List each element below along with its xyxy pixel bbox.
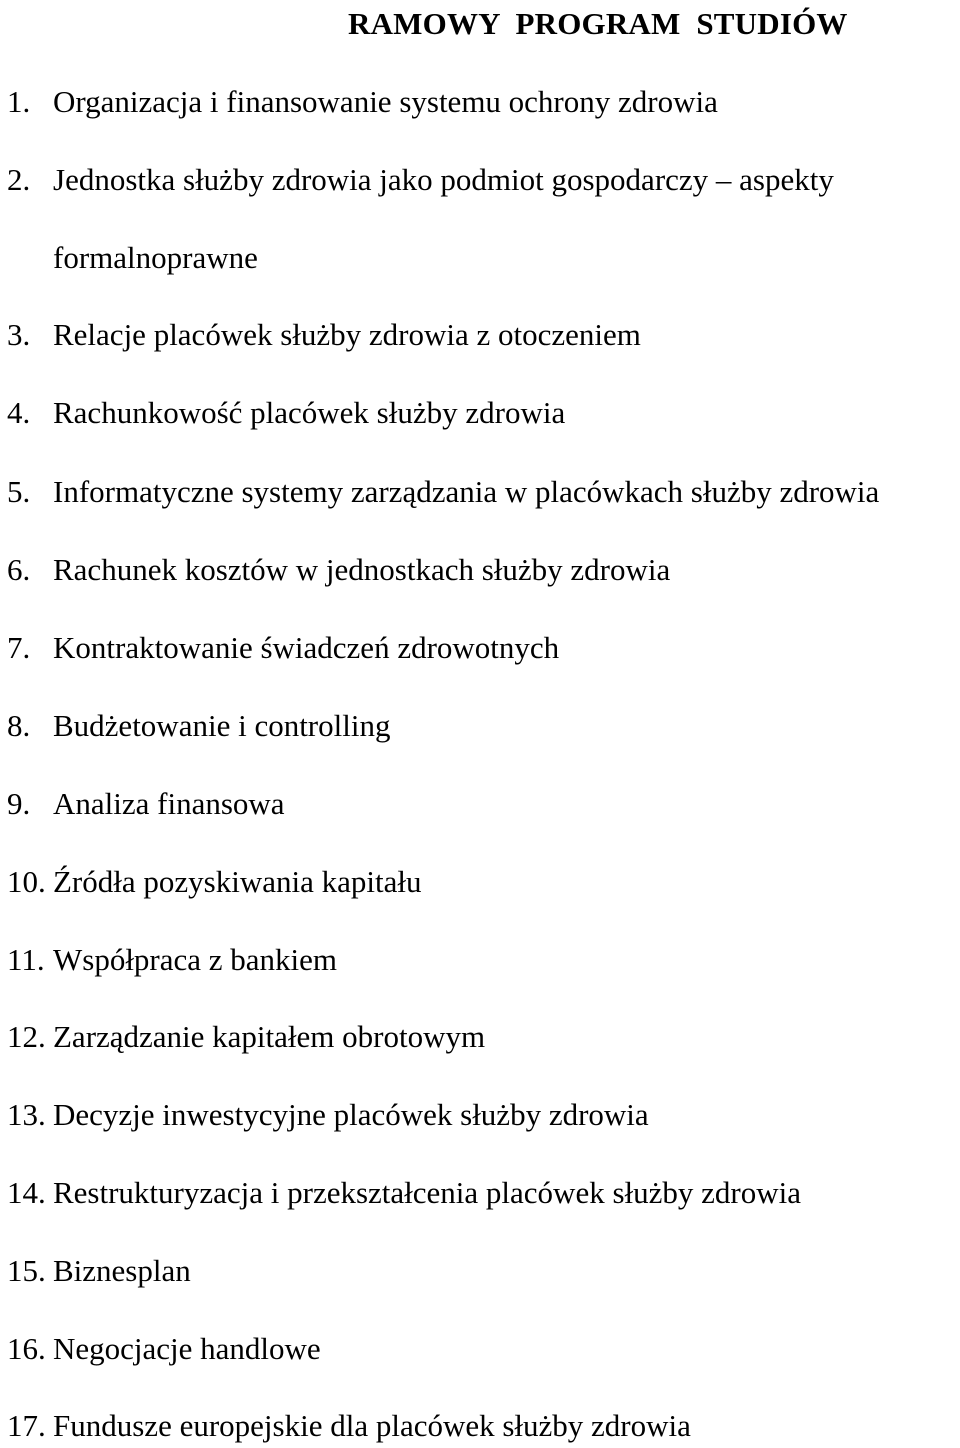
item-number: 7. (7, 630, 31, 665)
item-text: Organizacja i finansowanie systemu ochrony zdrowia (53, 84, 718, 119)
item-text-continuation: formalnoprawne (53, 240, 258, 275)
item-number: 5. (7, 474, 31, 509)
item-number: 10. (7, 864, 46, 899)
item-number: 17. (7, 1408, 46, 1443)
list-item (0, 1095, 960, 1135)
item-text: Rachunkowość placówek służby zdrowia (53, 395, 566, 430)
item-number: 1. (7, 84, 31, 119)
list-item (0, 550, 960, 590)
item-text: Restrukturyzacja i przekształcenia placówek służby zdrowia (53, 1175, 801, 1210)
list-item (0, 160, 960, 200)
item-number: 16. (7, 1331, 46, 1366)
item-number: 6. (7, 552, 31, 587)
item-number: 13. (7, 1097, 46, 1132)
item-text: Informatyczne systemy zarządzania w placówkach służby zdrowia (53, 474, 880, 509)
item-number: 14. (7, 1175, 46, 1210)
item-text: Jednostka służby zdrowia jako podmiot gospodarczy – aspekty (53, 162, 834, 197)
item-number: 2. (7, 162, 31, 197)
list-item (0, 940, 960, 980)
item-text: Kontraktowanie świadczeń zdrowotnych (53, 630, 560, 665)
item-text: Biznesplan (53, 1253, 191, 1288)
list-item (0, 784, 960, 824)
item-number: 3. (7, 317, 31, 352)
list-item (0, 1017, 960, 1057)
item-number: 12. (7, 1019, 46, 1054)
list-item (0, 862, 960, 902)
item-number: 4. (7, 395, 31, 430)
list-item (0, 1251, 960, 1291)
list-item (0, 1173, 960, 1213)
list-item (0, 706, 960, 746)
item-text: Rachunek kosztów w jednostkach służby zdrowia (53, 552, 671, 587)
item-number: 15. (7, 1253, 46, 1288)
list-item (0, 628, 960, 668)
list-item (0, 1406, 960, 1446)
list-item (0, 1329, 960, 1369)
item-text: Zarządzanie kapitałem obrotowym (53, 1019, 486, 1054)
item-text: Negocjacje handlowe (53, 1331, 321, 1366)
item-text: Decyzje inwestycyjne placówek służby zdrowia (53, 1097, 649, 1132)
item-text: Współpraca z bankiem (53, 942, 338, 977)
list-item (0, 82, 960, 122)
item-text: Budżetowanie i controlling (53, 708, 391, 743)
list-item (0, 315, 960, 355)
list-item (0, 393, 960, 433)
item-text: Źródła pozyskiwania kapitału (53, 864, 422, 899)
item-number: 8. (7, 708, 31, 743)
page-title: RAMOWY PROGRAM STUDIÓW (348, 6, 848, 41)
item-number: 11. (7, 942, 45, 977)
item-number: 9. (7, 786, 31, 821)
list-item (0, 472, 960, 512)
item-text: Relacje placówek służby zdrowia z otoczeniem (53, 317, 641, 352)
item-text: Analiza finansowa (53, 786, 285, 821)
item-text: Fundusze europejskie dla placówek służby zdrowia (53, 1408, 691, 1443)
